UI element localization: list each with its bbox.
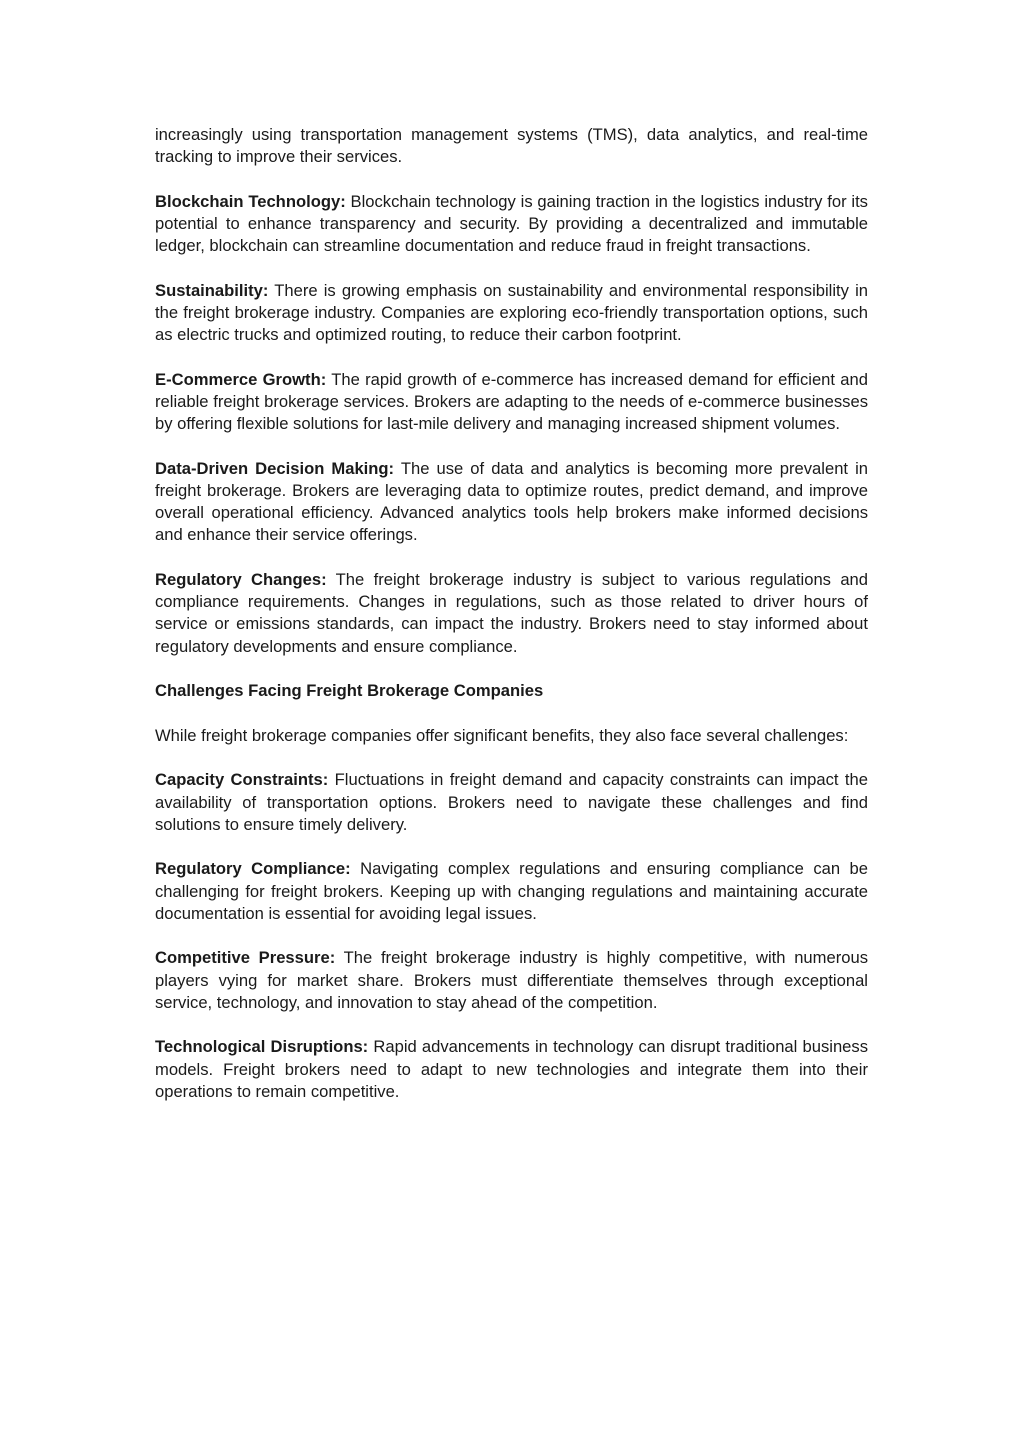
trend-sustainability-paragraph <box>155 280 868 347</box>
challenge-compliance-paragraph <box>155 858 868 925</box>
trend-term: Data-Driven Decision Making: <box>155 458 395 478</box>
challenge-text: The freight brokerage industry is highly competitive, with numerous players vying for market share. Brokers must differentiate themselves through exceptional service, technology, and innovation to stay ahead of the competition. <box>155 948 868 1012</box>
challenge-text: Fluctuations in freight demand and capacity constraints can impact the availability of transportation options. Brokers need to navigate these challenges and find solutions to ensure timely delivery. <box>155 770 868 834</box>
trend-term: Blockchain Technology: <box>155 191 346 211</box>
challenges-intro-paragraph <box>155 725 868 747</box>
challenges-intro-text: While freight brokerage companies offer significant benefits, they also face several challenges: <box>155 725 849 745</box>
trend-data-driven-paragraph <box>155 458 868 547</box>
trend-term: Sustainability: <box>155 280 269 300</box>
trend-term: Regulatory Changes: <box>155 570 327 589</box>
challenge-text: Rapid advancements in technology can disrupt traditional business models. Freight brokers need to adapt to new technologies and integrate them into their operations to remain competitive. <box>155 1037 868 1101</box>
intro-paragraph <box>155 124 868 168</box>
challenge-capacity-paragraph <box>155 769 868 836</box>
challenge-competitive-paragraph <box>155 947 868 1014</box>
trend-regulatory-changes-paragraph <box>155 569 868 658</box>
challenge-term: Competitive Pressure: <box>155 948 336 968</box>
document-page <box>155 124 868 1125</box>
challenge-technological-paragraph <box>155 1036 868 1103</box>
challenge-term: Regulatory Compliance: <box>155 859 351 879</box>
challenge-term: Technological Disruptions: <box>155 1037 369 1057</box>
challenges-heading: Challenges Facing Freight Brokerage Companies <box>155 681 544 701</box>
trend-text: Blockchain technology is gaining traction in the logistics industry for its potential to enhance transparency and security. By providing a decentralized and immutable ledger, blockchain can streamline documentation and reduce fraud in freight transactions. <box>155 191 868 256</box>
trend-text: There is growing emphasis on sustainability and environmental responsibility in the freight brokerage industry. Companies are exploring eco-friendly transportation options, such as electric trucks and optimized routing, to reduce their carbon footprint. <box>155 280 868 345</box>
challenge-text: Navigating complex regulations and ensuring compliance can be challenging for freight brokers. Keeping up with changing regulations and maintaining accurate documentation is essential for avoiding legal issues. <box>155 859 868 923</box>
intro-text: increasingly using transportation management systems (TMS), data analytics, and real-time tracking to improve their services. <box>155 125 868 167</box>
trend-text: The freight brokerage industry is subject to various regulations and compliance requirements. Changes in regulations, such as those related to driver hours of service or emissions standards, can impact the industry. Brokers need to stay informed about regulatory developments and ensure compliance. <box>155 570 869 656</box>
trend-term: E-Commerce Growth: <box>155 369 327 389</box>
trend-ecommerce-paragraph <box>155 369 868 436</box>
trend-text: The rapid growth of e-commerce has increased demand for efficient and reliable freight brokerage services. Brokers are adapting to the needs of e-commerce businesses by offering flexible solutions for last-mile delivery and managing increased shipment volumes. <box>155 369 868 434</box>
trend-blockchain-paragraph <box>155 191 868 258</box>
trend-text: The use of data and analytics is becoming more prevalent in freight brokerage. Brokers are leveraging data to optimize routes, predict demand, and improve overall operational efficiency. Advanced analytics tools help brokers make informed decisions and enhance their service offerings. <box>155 458 869 545</box>
challenge-term: Capacity Constraints: <box>155 770 329 790</box>
